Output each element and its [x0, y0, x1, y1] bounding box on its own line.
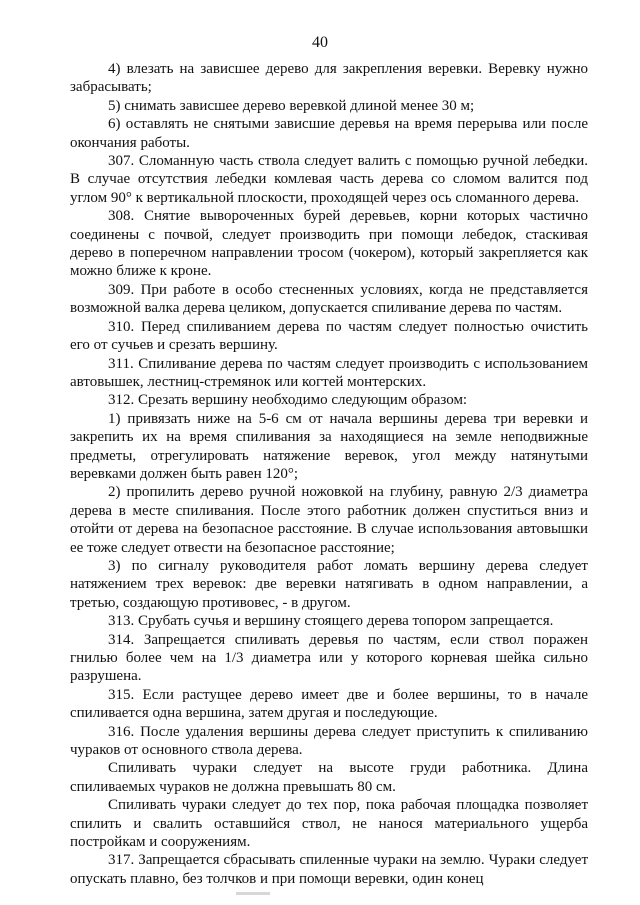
paragraph-312-item-2: 2) пропилить дерево ручной ножовкой на глубину, равную 2/3 диаметра дерева в месте спиливания. После этого работник должен спуститься вниз и отойти от дерева на безопасное расстояние. В случае использования автовышки ее тоже следует отвести на безопасное расстояние;	[70, 484, 588, 556]
paragraph-item-5: 5) снимать зависшее дерево веревкой длиной менее 30 м;	[108, 97, 475, 114]
paragraph-309: 309. При работе в особо стесненных условиях, когда не представляется возможной валка дерева целиком, допускается спиливание дерева по частям.	[70, 281, 588, 317]
paragraph-312: 312. Срезать вершину необходимо следующим образом:	[108, 392, 468, 409]
paragraph-308: 308. Снятие вывороченных бурей деревьев, корни которых частично соединены с почвой, следует производить при помощи лебедок, стаскивая дерево в поперечном направлении тросом (чокером), который закрепляется как можно ближе к кроне.	[70, 208, 588, 280]
paragraph-307: 307. Сломанную часть ствола следует валить с помощью ручной лебедки. В случае отсутствия лебедки комлевая часть дерева со сломом валится под углом 90° к вертикальной плоскости, проходящей через ось сломанного дерева.	[70, 153, 588, 206]
paragraph-312-item-3: 3) по сигналу руководителя работ ломать вершину дерева следует натяжением трех веревок: две веревки натягивать в одном направлении, а третью, создающую противовес, - в другом.	[70, 557, 588, 611]
paragraph-312-item-1: 1) привязать ниже на 5-6 см от начала вершины дерева три веревки и закрепить их на время спиливания за находящиеся на земле неподвижные предметы, отрегулировать натяжение веревок, угол между натянутыми веревками должен быть равен 120°;	[70, 410, 588, 482]
paragraph-item-4: 4) влезать на зависшее дерево для закрепления веревки. Веревку нужно забрасывать;	[70, 61, 588, 96]
paragraph-316: 316. После удаления вершины дерева следует приступить к спиливанию чураков от основного ствола дерева.	[70, 723, 588, 759]
paragraph-314: 314. Запрещается спиливать деревья по частям, если ствол поражен гнилью более чем на 1/3 диаметра или у которого корневая шейка сильно разрушена.	[70, 631, 588, 685]
paragraph-316-height: Спиливать чураки следует на высоте груди работника. Длина спиливаемых чураков не должна превышать 80 см.	[70, 760, 588, 795]
paragraph-310: 310. Перед спиливанием дерева по частям следует полностью очистить его от сучьев и срезать вершину.	[70, 318, 588, 354]
paragraph-317: 317. Запрещается сбрасывать спиленные чураки на землю. Чураки следует опускать плавно, без толчков и при помощи веревки, один конец	[70, 852, 588, 887]
paragraph-313: 313. Срубать сучья и вершину стоящего дерева топором запрещается.	[108, 613, 554, 630]
paragraph-316-continue: Спиливать чураки следует до тех пор, пока рабочая площадка позволяет спилить и свалить оставшийся ствол, не нанося материального ущерба постройкам и сооружениям.	[70, 797, 588, 851]
paragraph-311: 311. Спиливание дерева по частям следует производить с использованием автовышек, лестниц-стремянок или когтей монтерских.	[70, 355, 588, 390]
paragraph-315: 315. Если растущее дерево имеет две и более вершины, то в начале спиливается одна вершина, затем другая и последующие.	[70, 686, 588, 722]
scan-artifact	[236, 892, 270, 895]
paragraph-item-6: 6) оставлять не снятыми зависшие деревья на время перерыва или после окончания работы.	[70, 116, 588, 151]
page-number: 40	[312, 34, 328, 51]
page-body	[70, 60, 588, 888]
